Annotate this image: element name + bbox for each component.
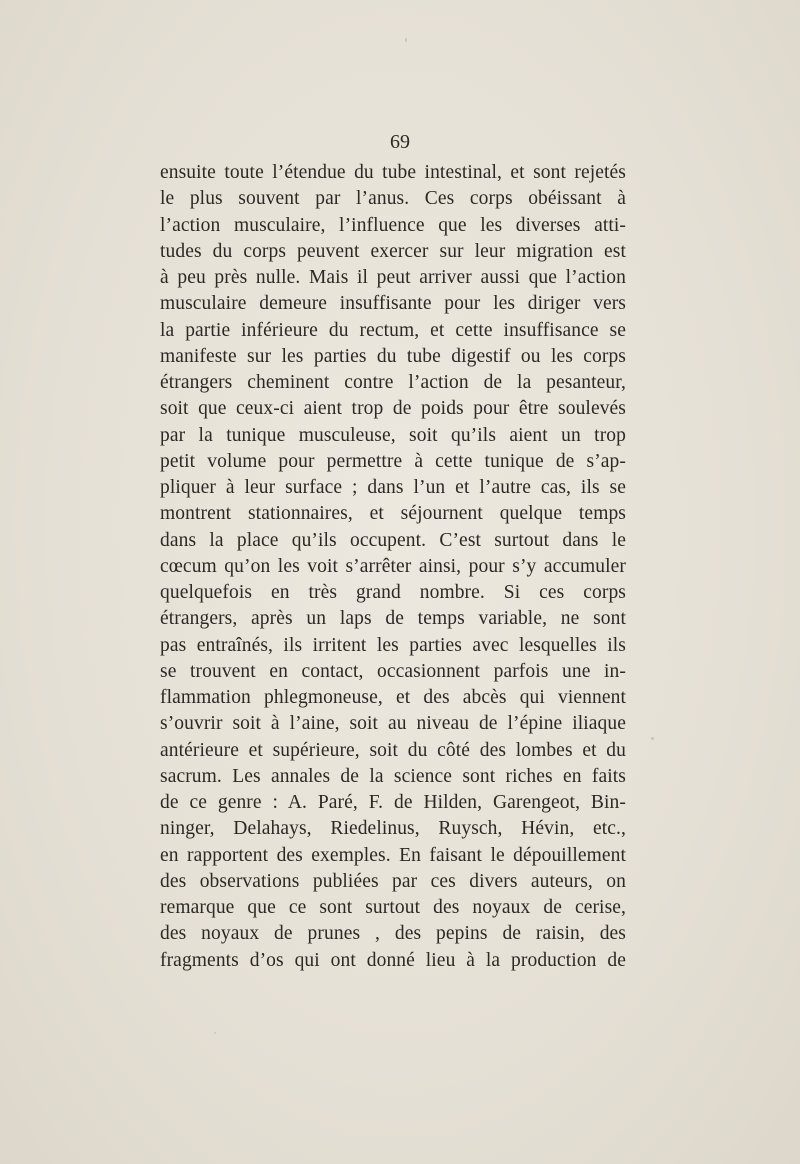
text-line: montrent stationnaires, et séjournent quelque temps bbox=[160, 503, 626, 525]
text-line: la partie inférieure du rectum, et cette insuffisance se bbox=[160, 319, 626, 341]
page-number: 69 bbox=[390, 131, 410, 153]
text-line: étrangers, après un laps de temps variable, ne sont bbox=[160, 608, 626, 630]
text-line: pas entraînés, ils irritent les parties avec lesquelles ils bbox=[160, 634, 626, 656]
text-line: petit volume pour permettre à cette tunique de s’ap- bbox=[160, 450, 626, 472]
paper-speck bbox=[405, 38, 407, 42]
text-line: musculaire demeure insuffisante pour les diriger vers bbox=[160, 293, 626, 315]
text-line: antérieure et supérieure, soit du côté des lombes et du bbox=[160, 739, 626, 761]
text-line: cœcum qu’on les voit s’arrêter ainsi, pour s’y accumuler bbox=[160, 555, 626, 577]
text-line: tudes du corps peuvent exercer sur leur migration est bbox=[160, 240, 626, 262]
text-line: soit que ceux-ci aient trop de poids pour être soulevés bbox=[160, 398, 626, 420]
text-line: ensuite toute l’étendue du tube intestinal, et sont rejetés bbox=[160, 162, 626, 183]
text-line: de ce genre : A. Paré, F. de Hilden, Garengeot, Bin- bbox=[160, 792, 626, 813]
text-line: par la tunique musculeuse, soit qu’ils aient un trop bbox=[160, 424, 626, 446]
text-line: se trouvent en contact, occasionnent parfois une in- bbox=[160, 660, 626, 682]
text-line: à peu près nulle. Mais il peut arriver aussi que l’action bbox=[160, 267, 626, 288]
text-line: pliquer à leur surface ; dans l’un et l’autre cas, ils se bbox=[160, 477, 626, 498]
text-line: quelquefois en très grand nombre. Si ces corps bbox=[160, 582, 626, 603]
paper-speck bbox=[651, 737, 654, 740]
text-line: étrangers cheminent contre l’action de la pesanteur, bbox=[160, 372, 626, 393]
text-line: en rapportent des exemples. En faisant le dépouillement bbox=[160, 844, 626, 866]
text-line: fragments d’os qui ont donné lieu à la production de bbox=[160, 949, 626, 971]
text-line: dans la place qu’ils occupent. C’est surtout dans le bbox=[160, 529, 626, 551]
text-line: des observations publiées par ces divers auteurs, on bbox=[160, 870, 626, 892]
text-line: remarque que ce sont surtout des noyaux de cerise, bbox=[160, 897, 626, 918]
text-line: l’action musculaire, l’influence que les diverses atti- bbox=[160, 214, 626, 236]
text-line: s’ouvrir soit à l’aine, soit au niveau de l’épine iliaque bbox=[160, 713, 626, 735]
text-line: manifeste sur les parties du tube digestif ou les corps bbox=[160, 345, 626, 367]
text-line: sacrum. Les annales de la science sont riches en faits bbox=[160, 765, 626, 787]
body-text bbox=[160, 160, 626, 974]
text-line: des noyaux de prunes , des pepins de raisin, des bbox=[160, 923, 626, 945]
text-line: ninger, Delahays, Riedelinus, Ruysch, Hévin, etc., bbox=[160, 818, 626, 840]
paper-speck bbox=[214, 1032, 216, 1034]
text-line: flammation phlegmoneuse, et des abcès qui viennent bbox=[160, 687, 626, 708]
text-line: le plus souvent par l’anus. Ces corps obéissant à bbox=[160, 188, 626, 210]
